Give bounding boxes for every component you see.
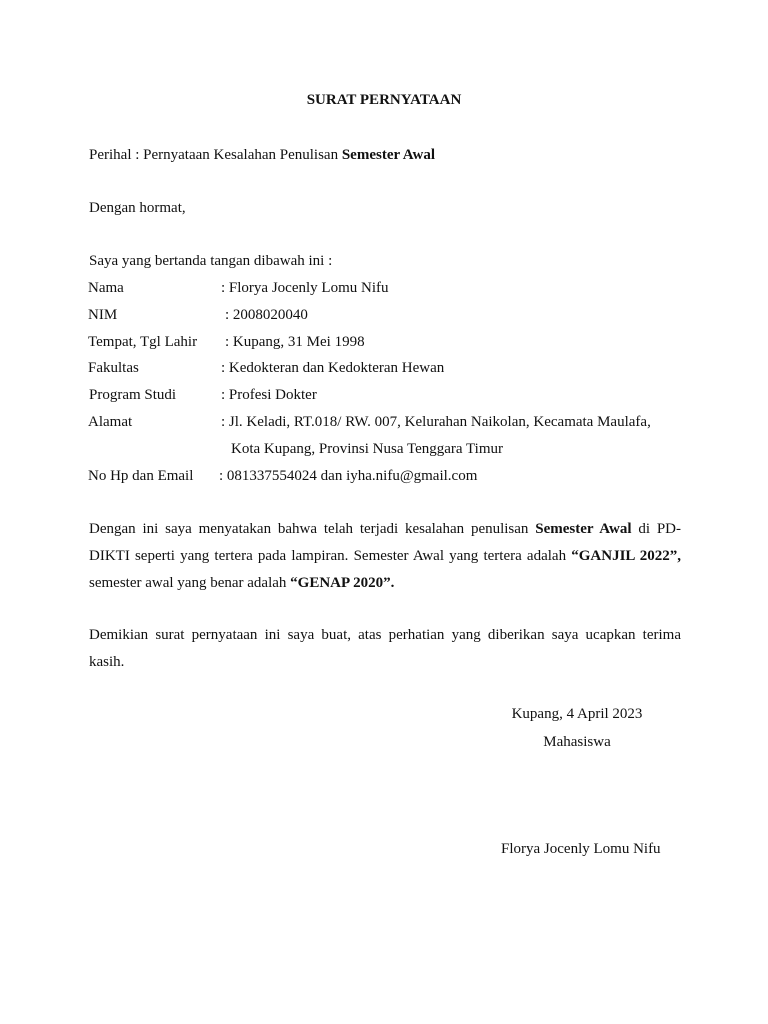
statement-line-3 <box>89 570 681 597</box>
statement-bold: “GANJIL 2022”, <box>571 548 681 564</box>
document-title: SURAT PERNYATAAN <box>306 92 462 108</box>
closing-line-1: Demikian surat pernyataan ini saya buat, atas perhatian yang diberikan saya ucapkan terima <box>89 627 681 643</box>
field-label-ttl: Tempat, Tgl Lahir <box>88 334 198 350</box>
field-label-prodi: Program Studi <box>89 387 177 403</box>
statement-line-1 <box>89 516 681 543</box>
field-value-alamat-line2: Kota Kupang, Provinsi Nusa Tenggara Timur <box>231 441 503 457</box>
field-value-ttl: : Kupang, 31 Mei 1998 <box>225 334 365 350</box>
greeting: Dengan hormat, <box>89 200 186 216</box>
field-label-fakultas: Fakultas <box>88 360 139 376</box>
place-date: Kupang, 4 April 2023 <box>511 706 643 722</box>
statement-paragraph <box>89 516 681 597</box>
statement-text: DIKTI seperti yang tertera pada lampiran. Semester Awal yang tertera adalah <box>89 548 572 564</box>
statement-bold: Semester Awal <box>535 521 632 537</box>
field-value-nim: : 2008020040 <box>225 307 308 323</box>
field-value-kontak: : 081337554024 dan iyha.nifu@gmail.com <box>219 468 478 484</box>
closing-paragraph <box>89 622 681 676</box>
statement-text: di PD- <box>631 521 682 537</box>
field-value-nama: : Florya Jocenly Lomu Nifu <box>221 280 389 296</box>
field-value-alamat: : Jl. Keladi, RT.018/ RW. 007, Kelurahan Naikolan, Kecamata Maulafa, <box>221 414 651 430</box>
field-value-prodi: : Profesi Dokter <box>221 387 317 403</box>
statement-line-2 <box>89 543 681 570</box>
closing-line-2: kasih. <box>89 654 125 670</box>
signatory-name: Florya Jocenly Lomu Nifu <box>501 841 661 857</box>
field-label-kontak: No Hp dan Email <box>88 468 194 484</box>
field-value-fakultas: : Kedokteran dan Kedokteran Hewan <box>221 360 445 376</box>
statement-text: semester awal yang benar adalah <box>89 575 291 591</box>
statement-text: Dengan ini saya menyatakan bahwa telah terjadi kesalahan penulisan <box>89 521 536 537</box>
field-label-nim: NIM <box>88 307 118 323</box>
subject-prefix: Perihal : Pernyataan Kesalahan Penulisan <box>89 147 342 163</box>
subject-bold: Semester Awal <box>341 147 436 163</box>
field-label-nama: Nama <box>88 280 124 296</box>
field-label-alamat: Alamat <box>88 414 133 430</box>
statement-bold: “GENAP 2020”. <box>290 575 395 591</box>
subject-line <box>89 145 435 165</box>
intro-line: Saya yang bertanda tangan dibawah ini : <box>89 253 333 269</box>
signatory-role: Mahasiswa <box>543 734 611 750</box>
